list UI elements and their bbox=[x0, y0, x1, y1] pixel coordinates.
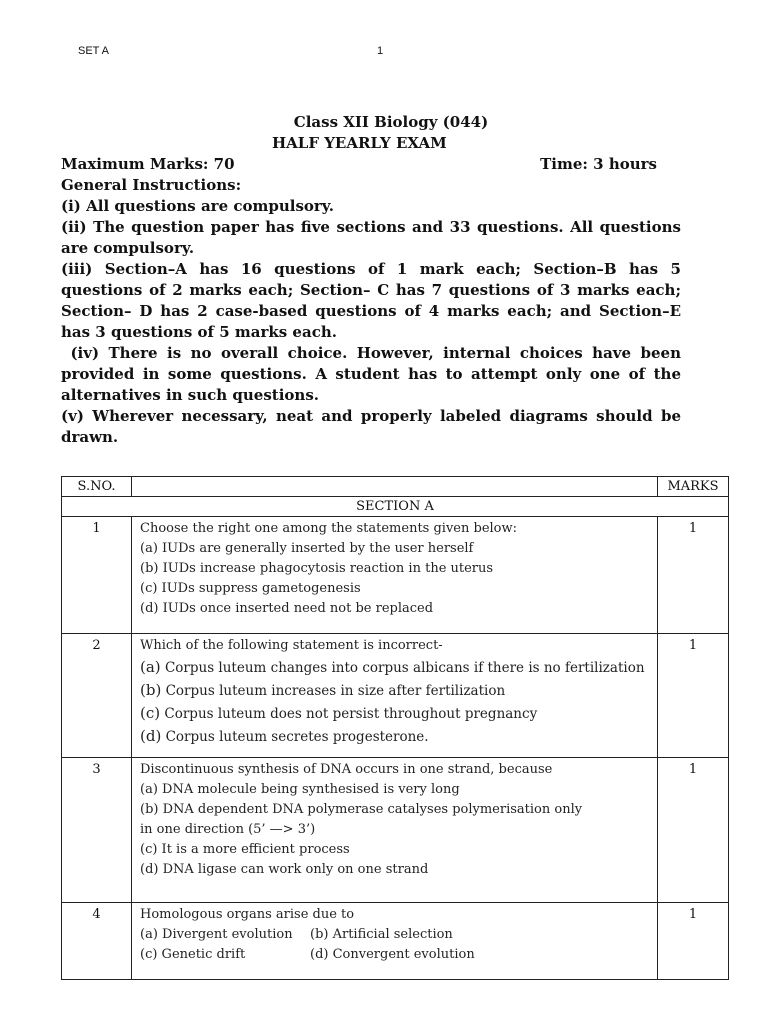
page-number: 1 bbox=[377, 45, 384, 57]
question-option: (d) DNA ligase can work only on one strand bbox=[140, 862, 429, 877]
question-option bbox=[140, 679, 657, 702]
question-option: (c) Genetic drift bbox=[140, 947, 246, 962]
option-row bbox=[140, 945, 657, 965]
instructions-block bbox=[61, 154, 687, 448]
marks-header: MARKS bbox=[658, 477, 729, 497]
table-row bbox=[62, 634, 729, 758]
question-option: (d) Convergent evolution bbox=[310, 947, 475, 962]
question-marks: 1 bbox=[658, 758, 729, 903]
question-marks: 1 bbox=[658, 517, 729, 634]
question-option: (a) IUDs are generally inserted by the user herself bbox=[140, 541, 474, 556]
question-cell bbox=[132, 634, 658, 758]
exam-title: Class XII Biology (044) bbox=[293, 113, 489, 131]
question-stem: Homologous organs arise due to bbox=[140, 907, 355, 922]
question-option: (a) Divergent evolution bbox=[140, 927, 293, 942]
question-cell bbox=[132, 758, 658, 903]
instruction-item: (ii) The question paper has five sections and 33 questions. All questions are compulsory. bbox=[61, 218, 681, 257]
section-a-label: SECTION A bbox=[62, 497, 729, 517]
exam-meta-row bbox=[61, 154, 681, 175]
question-header bbox=[132, 477, 658, 497]
table-row bbox=[62, 758, 729, 903]
question-cell bbox=[132, 903, 658, 980]
question-option: (b) IUDs increase phagocytosis reaction in the uterus bbox=[140, 561, 494, 576]
exam-time: Time: 3 hours bbox=[540, 155, 657, 173]
option-prefix: (c) bbox=[140, 704, 161, 722]
instruction-item: (iv) There is no overall choice. However, internal choices have been provided in some questions. A student has to attempt only one of the alternatives in such questions. bbox=[61, 344, 687, 404]
question-option bbox=[140, 702, 657, 725]
option-text: Corpus luteum does not persist throughout pregnancy bbox=[160, 706, 538, 722]
set-label: SET A bbox=[78, 45, 109, 57]
question-stem: Which of the following statement is incorrect- bbox=[140, 638, 443, 653]
question-option bbox=[140, 656, 657, 679]
table-row bbox=[62, 903, 729, 980]
table-header-row bbox=[62, 477, 729, 497]
question-option: (c) It is a more efficient process bbox=[140, 842, 350, 857]
instruction-item: (i) All questions are compulsory. bbox=[61, 197, 335, 215]
question-number: 3 bbox=[62, 758, 132, 903]
table-row bbox=[62, 517, 729, 634]
question-marks: 1 bbox=[658, 903, 729, 980]
option-row bbox=[140, 925, 657, 945]
question-number: 2 bbox=[62, 634, 132, 758]
option-prefix: (d) bbox=[140, 727, 162, 745]
question-stem: Discontinuous synthesis of DNA occurs in one strand, because bbox=[140, 762, 553, 777]
question-option: (c) IUDs suppress gametogenesis bbox=[140, 581, 361, 596]
question-option: (b) DNA dependent DNA polymerase catalyses polymerisation only bbox=[140, 802, 583, 817]
question-option: (d) IUDs once inserted need not be replaced bbox=[140, 601, 434, 616]
exam-subtitle: HALF YEARLY EXAM bbox=[272, 134, 447, 152]
question-option: (a) DNA molecule being synthesised is very long bbox=[140, 782, 460, 797]
max-marks: Maximum Marks: 70 bbox=[61, 155, 235, 173]
question-cell bbox=[132, 517, 658, 634]
instruction-item: (iii) Section–A has 16 questions of 1 mark each; Section–B has 5 questions of 2 marks each; Section– C has 7 questions of 3 marks each; Section– D has 2 case-based questions of 4 marks each; and Section–E has 3 questions of 5 marks each. bbox=[61, 260, 681, 341]
question-option-continued: in one direction (5’ —> 3’) bbox=[140, 822, 316, 837]
question-table bbox=[61, 476, 729, 980]
option-text: Corpus luteum increases in size after fertilization bbox=[161, 683, 506, 699]
option-text: Corpus luteum changes into corpus albicans if there is no fertilization bbox=[160, 660, 645, 676]
question-stem: Choose the right one among the statements given below: bbox=[140, 521, 518, 536]
question-number: 4 bbox=[62, 903, 132, 980]
sno-header: S.NO. bbox=[62, 477, 132, 497]
section-row bbox=[62, 497, 729, 517]
question-option: (b) Artificial selection bbox=[310, 927, 453, 942]
instruction-item: (v) Wherever necessary, neat and properly labeled diagrams should be drawn. bbox=[61, 407, 681, 446]
option-text: Corpus luteum secretes progesterone. bbox=[161, 729, 429, 745]
question-marks: 1 bbox=[658, 634, 729, 758]
option-prefix: (a) bbox=[140, 658, 161, 676]
question-number: 1 bbox=[62, 517, 132, 634]
instructions-heading: General Instructions: bbox=[61, 176, 242, 194]
question-option bbox=[140, 725, 657, 748]
option-prefix: (b) bbox=[140, 681, 162, 699]
